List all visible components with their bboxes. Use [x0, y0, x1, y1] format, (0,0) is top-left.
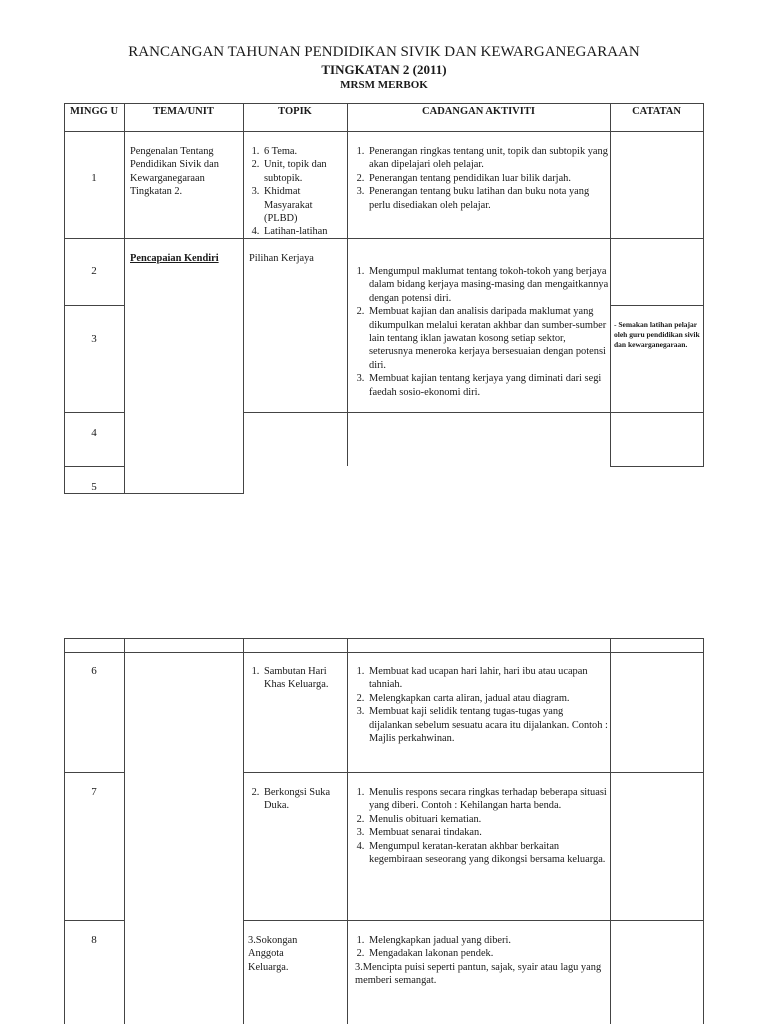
header-activity: CADANGAN AKTIVITI [422, 106, 535, 117]
activity-item: 1. Melengkapkan jadual yang diberi. [367, 934, 609, 947]
topic-list [248, 145, 346, 239]
week-number: 1 [91, 172, 97, 184]
activity-list [353, 265, 609, 399]
document-subtitle-school: MRSM MERBOK [340, 79, 428, 91]
topic-item: 2. Berkongsi Suka Duka. [262, 786, 346, 813]
activity-item: 1. Penerangan ringkas tentang unit, topik dan subtopik yang akan dipelajari oleh pelajar. [367, 145, 608, 172]
topic-cell: 3.Sokongan Anggota Keluarga. [248, 935, 298, 973]
topic-item: 4. Latihan-latihan [262, 225, 346, 238]
topic-item: 1. 6 Tema. [262, 145, 346, 158]
activity-list [353, 786, 609, 866]
activity-list [353, 145, 608, 212]
theme-cell: Pengenalan Tentang Pendidikan Sivik dan Kewarganegaraan Tingkatan 2. [130, 146, 219, 198]
header-topic: TOPIK [278, 106, 312, 117]
document-title: RANCANGAN TAHUNAN PENDIDIKAN SIVIK DAN KEWARGANEGARAAN [128, 44, 640, 60]
topic-item: 2. Unit, topik dan subtopik. [262, 158, 346, 185]
theme-cell: Pencapaian Kendiri [130, 253, 219, 264]
activity-item: 3. Penerangan tentang buku latihan dan buku nota yang perlu disediakan oleh pelajar. [367, 185, 608, 212]
activity-list [353, 934, 609, 988]
activity-item: 2. Membuat kajian dan analisis daripada maklumat yang dikumpulkan melalui keratan akhbar dan sumber-sumber lain tentang iklan jawatan kosong setiap sektor, seterusnya meneroka kerjaya bersesuaian dengan potensi diri. [367, 305, 609, 372]
activity-item: 1. Mengumpul maklumat tentang tokoh-tokoh yang berjaya dalam bidang kerjaya masing-masing dan mengaitkannya dengan potensi diri. [367, 265, 609, 305]
activity-item: 1. Membuat kad ucapan hari lahir, hari ibu atau ucapan tahniah. [367, 665, 609, 692]
header-theme: TEMA/UNIT [153, 106, 214, 117]
topic-list [248, 786, 346, 813]
topic-item: 3. Khidmat Masyarakat (PLBD) [262, 185, 346, 225]
topic-item: 1. Sambutan Hari Khas Keluarga. [262, 665, 346, 692]
activity-item: 3. Membuat senarai tindakan. [367, 826, 609, 839]
week-number: 2 [91, 265, 97, 277]
activity-item: 3.Mencipta puisi seperti pantun, sajak, syair atau lagu yang memberi semangat. [355, 961, 602, 987]
activity-item: 2. Melengkapkan carta aliran, jadual atau diagram. [367, 692, 609, 705]
topic-list [248, 665, 346, 692]
activity-item: 1. Menulis respons secara ringkas terhadap beberapa situasi yang diberi. Contoh : Kehilangan harta benda. [367, 786, 609, 813]
header-note: CATATAN [632, 106, 681, 117]
document-subtitle-form: TINGKATAN 2 (2011) [321, 62, 447, 77]
week-number: 4 [91, 427, 97, 439]
header-week: MINGG U [69, 106, 119, 117]
activity-item: 3. Membuat kaji selidik tentang tugas-tugas yang dijalankan sebelum sesuatu acara itu dijalankan. Contoh : Majlis perkahwinan. [367, 705, 609, 745]
note-cell: - Semakan latihan pelajar oleh guru pendidikan sivik dan kewarganegaraan. [614, 320, 700, 349]
week-number: 8 [91, 934, 97, 946]
week-number: 3 [91, 333, 97, 345]
week-number: 6 [91, 665, 97, 677]
activity-list [353, 665, 609, 745]
activity-item: 2. Menulis obituari kematian. [367, 813, 609, 826]
week-number: 7 [91, 786, 97, 798]
activity-item: 2. Mengadakan lakonan pendek. [367, 947, 609, 960]
activity-item: 4. Mengumpul keratan-keratan akhbar berkaitan kegembiraan seseorang yang dikongsi bersama keluarga. [367, 840, 609, 867]
activity-item: 2. Penerangan tentang pendidikan luar bilik darjah. [367, 172, 608, 185]
activity-item: 3. Membuat kajian tentang kerjaya yang diminati dari segi faedah sosio-ekonomi diri. [367, 372, 609, 399]
week-number: 5 [91, 481, 97, 493]
topic-cell: Pilihan Kerjaya [249, 253, 314, 264]
